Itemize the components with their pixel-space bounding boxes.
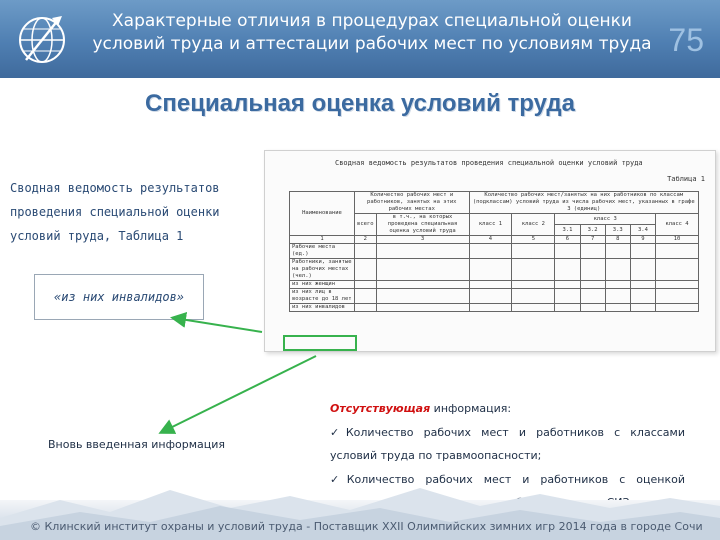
header-3-4: 3.4 (630, 225, 655, 236)
table-row (290, 289, 699, 304)
left-caption-line2: проведения специальной оценки (10, 205, 220, 219)
table-row (290, 281, 699, 289)
header-title (82, 10, 662, 56)
col-num: 8 (605, 236, 630, 244)
col-num: 5 (512, 236, 555, 244)
column-number-row (290, 236, 699, 244)
globe-logo-icon (12, 10, 72, 70)
row-label: Работники, занятые на рабочих местах (чел.) (290, 259, 355, 281)
header-3-2: 3.2 (580, 225, 605, 236)
arrow-to-callout (174, 318, 262, 332)
left-caption (10, 176, 260, 248)
left-caption-line3: условий труда, Таблица 1 (10, 229, 184, 243)
row-label-highlighted: из них инвалидов (290, 304, 355, 312)
header-band (0, 0, 720, 78)
missing-item2-line1: ✓Количество рабочих мест и работников с оценкой (330, 472, 685, 486)
header-class2: класс 2 (512, 214, 555, 236)
table-row (290, 244, 699, 259)
row-label: из них лиц в возрасте до 18 лет (290, 289, 355, 304)
header-title-line2: условий труда и аттестации рабочих мест по условиям труда (92, 34, 652, 54)
col-num: 10 (656, 236, 699, 244)
highlight-rectangle (283, 335, 357, 351)
row-label: из них женщин (290, 281, 355, 289)
header-name: Наименование (290, 192, 355, 236)
left-caption-line1: Сводная ведомость результатов (10, 181, 220, 195)
summary-table (289, 191, 699, 312)
col-num: 6 (555, 236, 580, 244)
header-count-workplaces: Количество рабочих мест и работников, занятых на этих рабочих местах (355, 192, 470, 214)
table-label: Таблица 1 (667, 175, 705, 183)
col-num: 4 (469, 236, 512, 244)
slide-title: Специальная оценка условий труда (145, 90, 575, 117)
col-num: 7 (580, 236, 605, 244)
missing-info-heading-red: Отсутствующая (330, 402, 431, 415)
document-scan (264, 150, 716, 352)
header-3-3: 3.3 (605, 225, 630, 236)
col-num: 2 (355, 236, 377, 244)
header-classes: Количество рабочих мест/занятых на них работников по классам (подклассам) условий труда из числа рабочих мест, указанных в графе 3 (единиц) (469, 192, 699, 214)
new-info-label: Вновь введенная информация (48, 438, 226, 451)
header-incl: в т.ч., на которых проведена специальная оценка условий труда (376, 214, 469, 236)
missing-item1-line1: ✓Количество рабочих мест и работников с классами (330, 425, 685, 439)
missing-item1-line2: условий труда по травмоопасности; (330, 449, 542, 462)
missing-info-heading-rest: информация: (430, 402, 512, 415)
header-total: всего (355, 214, 377, 236)
header-class1: класс 1 (469, 214, 512, 236)
header-class3: класс 3 (555, 214, 656, 225)
page-number: 75 (668, 22, 704, 58)
document-title: Сводная ведомость результатов проведения специальной оценки условий труда (335, 159, 643, 167)
table-row (290, 259, 699, 281)
callout-box (34, 274, 204, 320)
header-title-line1: Характерные отличия в процедурах специальной оценки (112, 11, 632, 31)
col-num: 9 (630, 236, 655, 244)
table-row (290, 304, 699, 312)
callout-text: «из них инвалидов» (53, 290, 185, 304)
header-3-1: 3.1 (555, 225, 580, 236)
col-num: 1 (290, 236, 355, 244)
col-num: 3 (376, 236, 469, 244)
footer-text: © Клинский институт охраны и условий труда - Поставщик XXII Олимпийских зимних игр 2014 года в городе Сочи (30, 520, 703, 533)
arrow-to-new-info (162, 356, 316, 432)
row-label: Рабочие места (ед.) (290, 244, 355, 259)
missing-info-heading (330, 397, 685, 421)
header-class4: класс 4 (656, 214, 699, 236)
